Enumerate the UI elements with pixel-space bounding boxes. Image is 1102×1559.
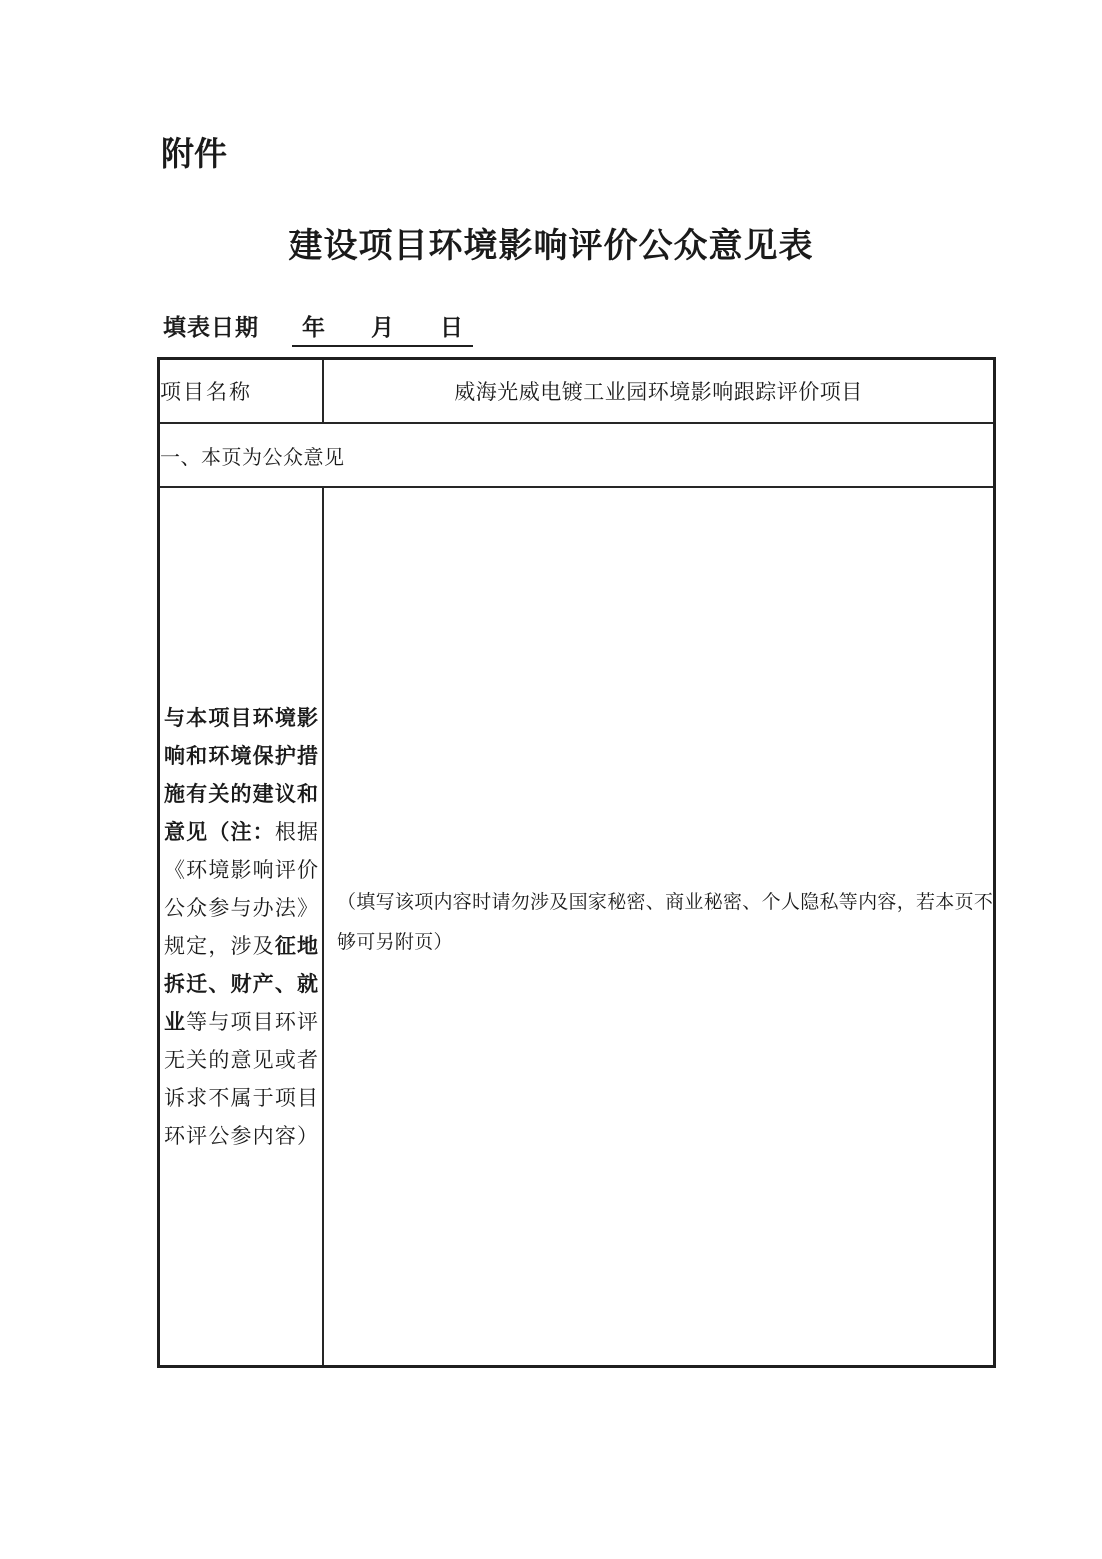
opinion-note-line: （填写该项内容时请勿涉及国家秘密、商业秘密、个人隐私等内容，若本页不	[337, 891, 994, 913]
topic-line: 规定，涉及征地	[164, 933, 319, 958]
opinion-form-table	[157, 357, 996, 1368]
opinion-topic-cell	[159, 487, 324, 1367]
topic-line: 公众参与办法》	[164, 895, 318, 920]
topic-line: 施有关的建议和	[164, 781, 318, 806]
opinion-note-line: 够可另附页）	[337, 931, 453, 953]
topic-line: 无关的意见或者	[164, 1047, 318, 1072]
topic-line: 与本项目环境影	[164, 705, 318, 730]
topic-line: 拆迁、财产、就	[164, 971, 318, 996]
opinion-note	[324, 883, 993, 971]
project-name-label: 项目名称	[159, 359, 324, 424]
topic-line: 响和环境保护措	[164, 743, 318, 768]
topic-line: 意见（注：根据	[164, 819, 319, 844]
section-header-row	[159, 423, 995, 487]
opinion-row	[159, 487, 995, 1367]
fill-date-blank: 年 月 日	[292, 309, 473, 347]
topic-line: 《环境影响评价	[164, 857, 318, 882]
attachment-label: 附件	[161, 135, 227, 172]
section-header: 一、本页为公众意见	[159, 423, 995, 487]
project-name-value: 威海光威电镀工业园环境影响跟踪评价项目	[323, 359, 995, 424]
opinion-input-area	[323, 487, 995, 1367]
project-name-row	[159, 359, 995, 424]
fill-date-row	[163, 309, 473, 347]
page-title: 建设项目环境影响评价公众意见表	[288, 227, 814, 265]
topic-line: 业等与项目环评	[164, 1009, 319, 1034]
opinion-topic-text	[160, 699, 322, 1155]
topic-line: 环评公参内容）	[164, 1123, 318, 1148]
topic-line: 诉求不属于项目	[164, 1085, 318, 1110]
fill-date-label: 填表日期	[163, 315, 259, 340]
